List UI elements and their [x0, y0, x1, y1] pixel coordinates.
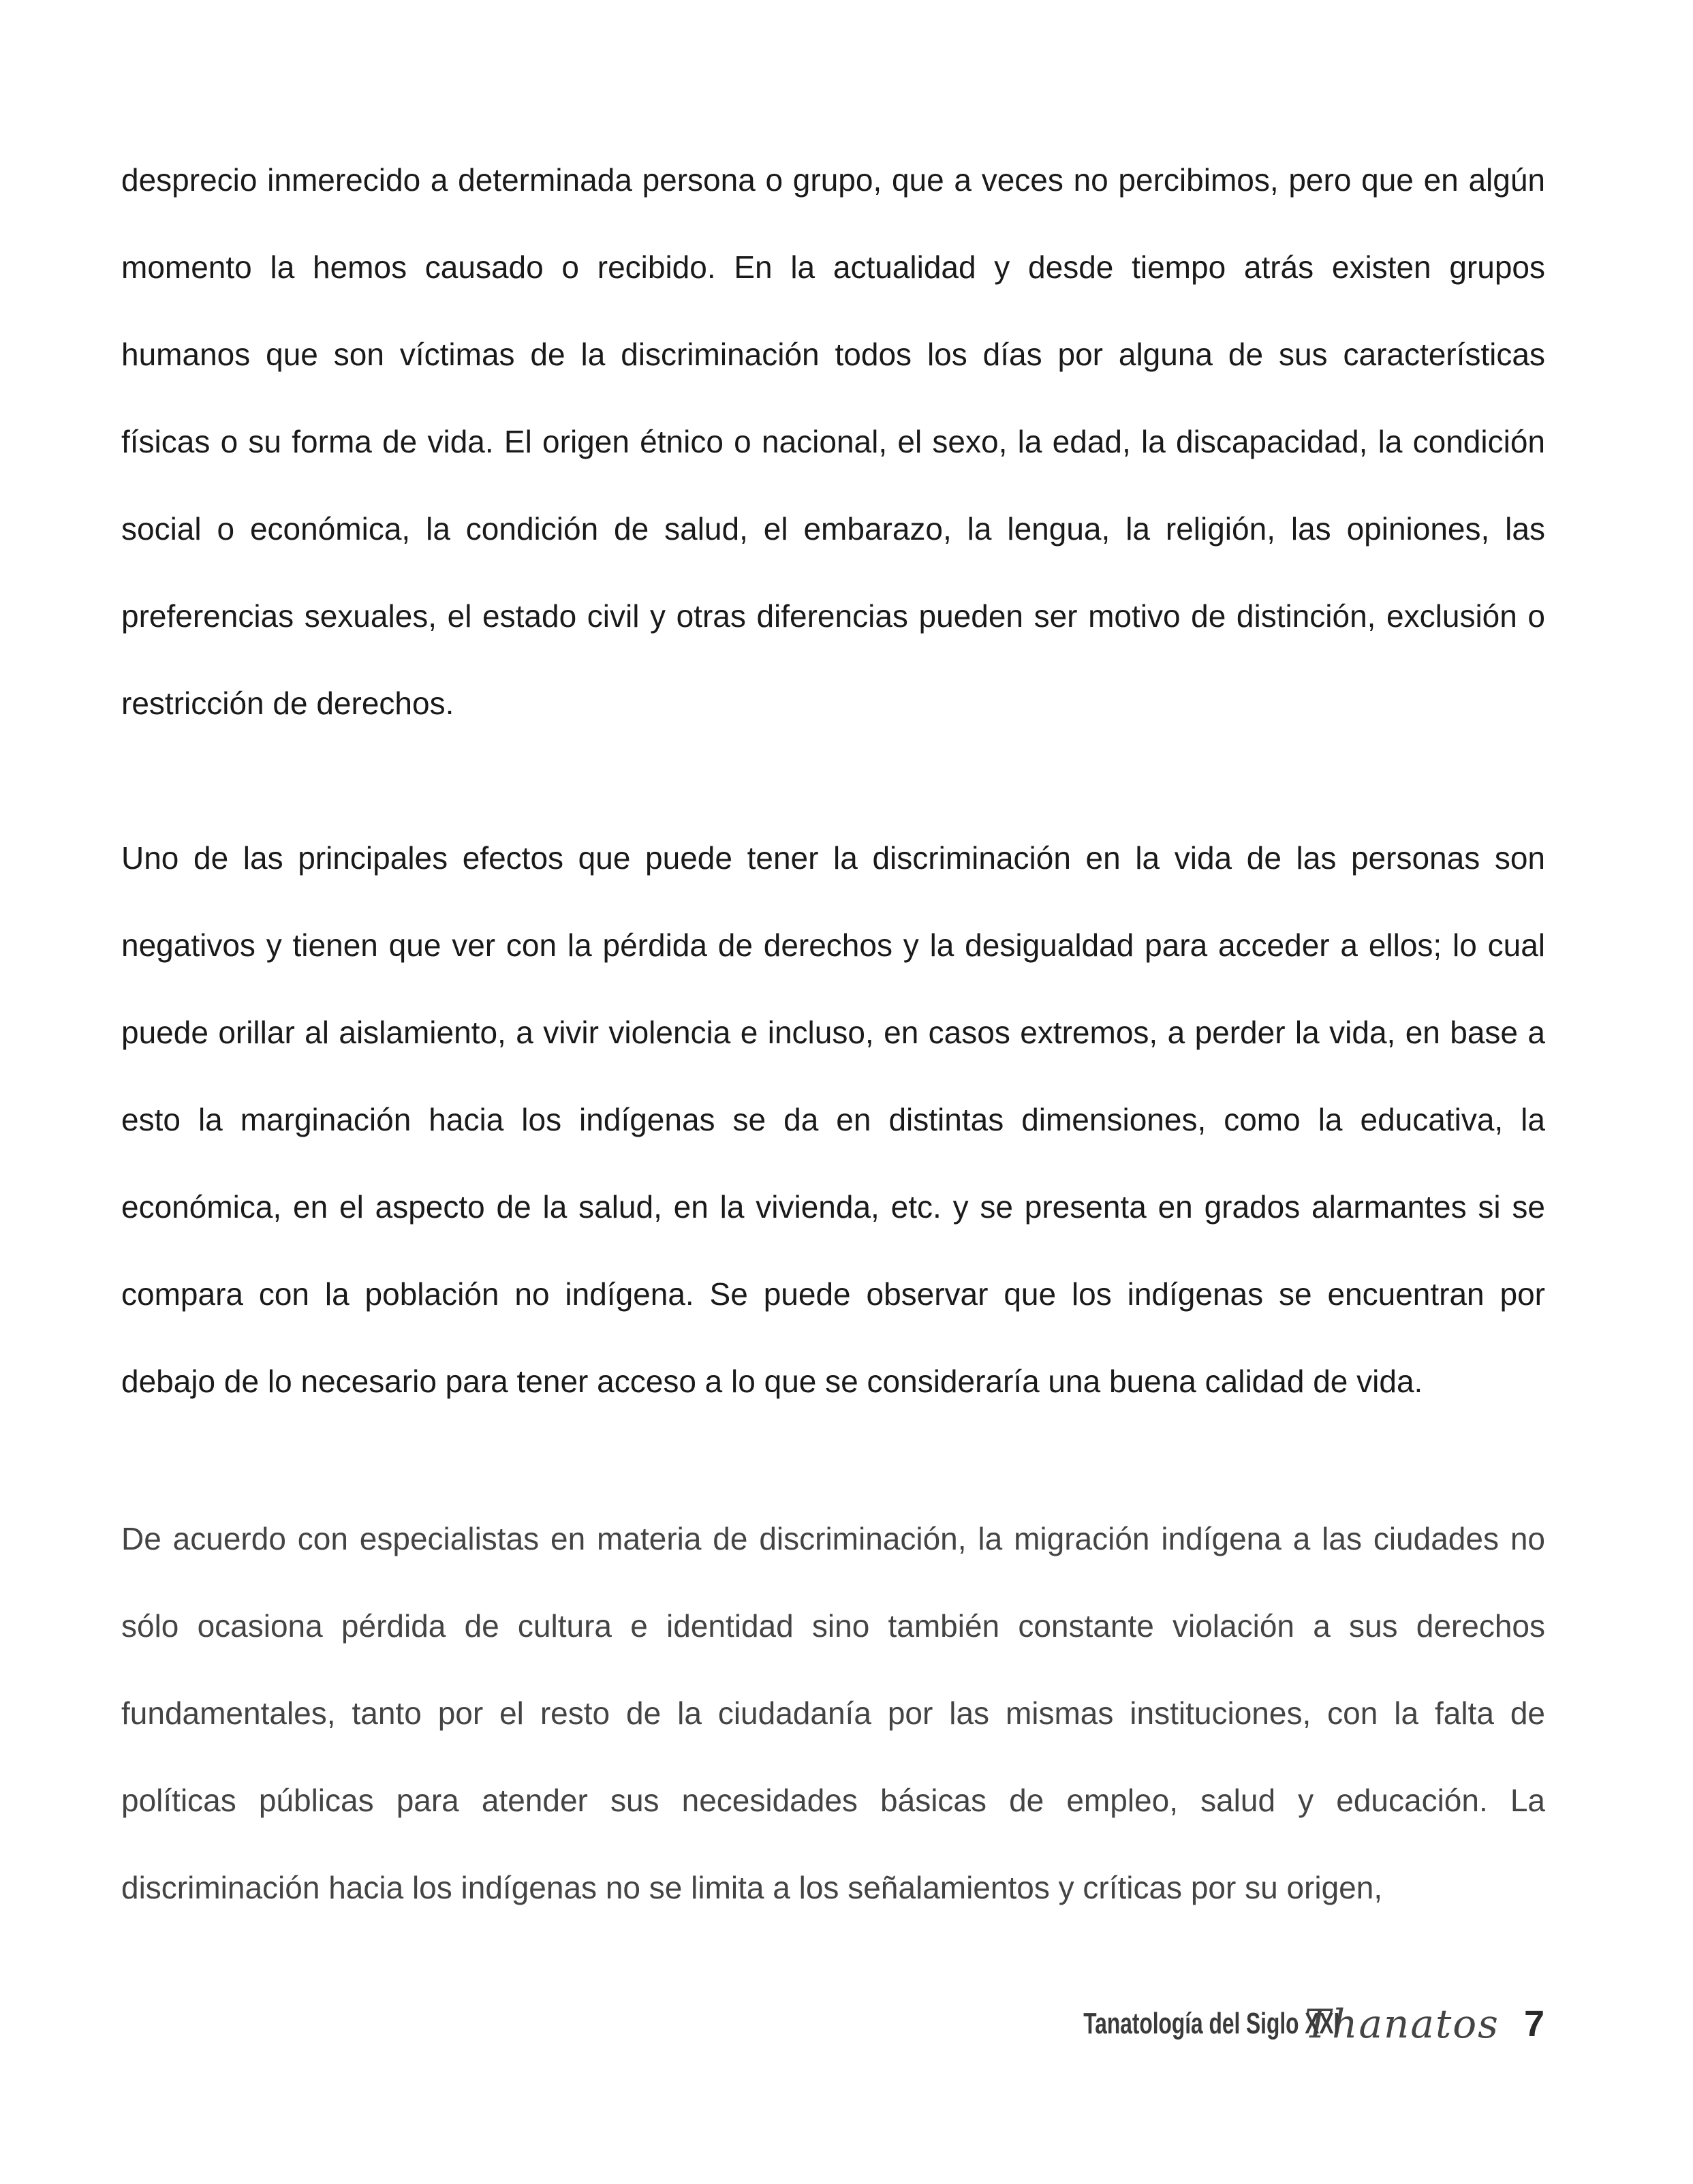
- body-paragraph-3: De acuerdo con especialistas en materia de discriminación, la migración indígena a las ciudades no sólo ocasiona pérdida de cultura e identidad sino también constante violación a sus derechos fundamentales, tanto por el resto de la ciudadanía por las mismas instituciones, con la falta de políticas públicas para atender sus necesidades básicas de empleo, salud y educación. La discriminación hacia los indígenas no se limita a los señalamientos y críticas por su origen,: [121, 1521, 1545, 1905]
- body-paragraph-2: Uno de las principales efectos que puede tener la discriminación en la vida de las personas son negativos y tienen que ver con la pérdida de derechos y la desigualdad para acceder a ellos; lo cual puede orillar al aislamiento, a vivir violencia e incluso, en casos extremos, a perder la vida, en base a esto la marginación hacia los indígenas se da en distintas dimensiones, como la educativa, la económica, en el aspecto de la salud, en la vivienda, etc. y se presenta en grados alarmantes si se compara con la población no indígena. Se puede observar que los indígenas se encuentran por debajo de lo necesario para tener acceso a lo que se consideraría una buena calidad de vida.: [121, 840, 1545, 1399]
- footer-journal-title: Tanatología del Siglo XXI: [1083, 2007, 1340, 2040]
- page-number: 7: [1523, 2003, 1544, 2044]
- body-paragraph-1: desprecio inmerecido a determinada persona o grupo, que a veces no percibimos, pero que en algún momento la hemos causado o recibido. En la actualidad y desde tiempo atrás existen grupos humanos que son víctimas de la discriminación todos los días por alguna de sus características físicas o su forma de vida. El origen étnico o nacional, el sexo, la edad, la discapacidad, la condición social o económica, la condición de salud, el embarazo, la lengua, la religión, las opiniones, las preferencias sexuales, el estado civil y otras diferencias pueden ser motivo de distinción, exclusión o restricción de derechos.: [121, 162, 1545, 721]
- footer-brand-logo: Thanatos: [1304, 2001, 1500, 2047]
- page-footer: [984, 1993, 1544, 2055]
